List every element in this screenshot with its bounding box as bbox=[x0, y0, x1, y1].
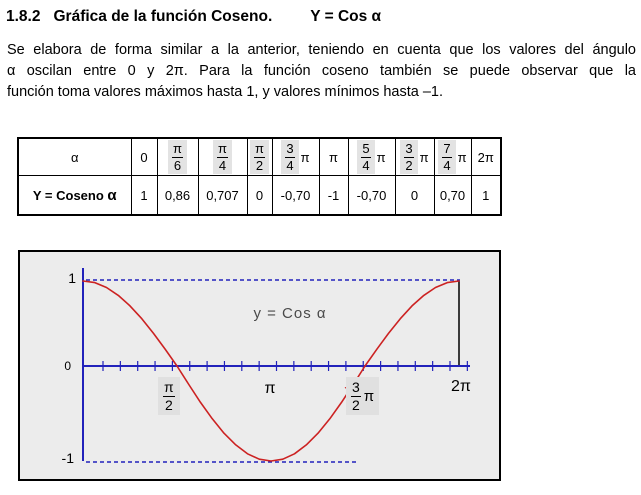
fraction-numerator: 3 bbox=[286, 140, 294, 156]
fraction-denominator: 2 bbox=[255, 157, 264, 173]
value-cell: 0 bbox=[395, 176, 434, 216]
x-axis-label-pi: π bbox=[264, 380, 276, 397]
fraction bbox=[168, 140, 187, 174]
value-cell: 0,707 bbox=[198, 176, 247, 216]
value-cell: 1 bbox=[131, 176, 157, 216]
fraction-denominator: 4 bbox=[218, 157, 227, 173]
row-label-cell bbox=[18, 176, 131, 216]
x-axis-label-pi-over-2 bbox=[158, 377, 180, 415]
section-formula: Y = Cos α bbox=[310, 8, 382, 25]
cosine-graph-panel bbox=[18, 250, 501, 481]
fraction-denominator: 4 bbox=[362, 157, 370, 173]
angle-cell bbox=[198, 138, 247, 176]
value-cell: 0,70 bbox=[434, 176, 471, 216]
fraction-suffix: π bbox=[419, 149, 429, 165]
curve-equation-label: y = Cos α bbox=[253, 305, 327, 322]
pi-over-2-fraction: $\frac{\pi}{2}$ bbox=[158, 377, 180, 415]
section-number: 1.8.2 bbox=[6, 8, 41, 25]
fraction bbox=[250, 140, 269, 174]
table-body bbox=[18, 138, 501, 215]
fraction-numerator: 5 bbox=[362, 140, 370, 156]
alpha-header-cell: α bbox=[18, 138, 131, 176]
angle-cell: π bbox=[319, 138, 348, 176]
angle-cell bbox=[434, 138, 471, 176]
fraction-denominator: 4 bbox=[443, 157, 451, 173]
value-cell: 1 bbox=[471, 176, 501, 216]
fraction-denominator: 4 bbox=[286, 157, 294, 173]
angle-cell bbox=[395, 138, 434, 176]
fraction-numerator: π bbox=[218, 140, 227, 156]
section-title: Gráfica de la función Coseno. bbox=[53, 8, 273, 25]
x-axis-label-2pi: 2π bbox=[451, 378, 471, 395]
row-label-alpha: α bbox=[107, 186, 117, 204]
y-axis-label-min: -1 bbox=[61, 450, 74, 466]
cosine-chart-svg bbox=[20, 252, 499, 479]
y-axis-label-zero: 0 bbox=[64, 359, 71, 373]
value-cell: 0 bbox=[247, 176, 272, 216]
intro-paragraph bbox=[7, 40, 636, 103]
fraction-denominator: 6 bbox=[173, 157, 182, 173]
angle-cell: 0 bbox=[131, 138, 157, 176]
y-axis-label-max: 1 bbox=[68, 270, 76, 286]
fraction-numerator: 3 bbox=[405, 140, 413, 156]
fraction bbox=[438, 140, 455, 174]
fraction bbox=[281, 140, 298, 174]
angle-cell: 2π bbox=[471, 138, 501, 176]
fraction-denominator: 2 bbox=[405, 157, 413, 173]
angle-cell bbox=[272, 138, 319, 176]
paragraph-line: Se elabora de forma similar a la anterior, teniendo en cuenta que los valores del ángulo bbox=[7, 42, 636, 58]
cosine-values-table bbox=[17, 137, 502, 216]
paragraph-line: α oscilan entre 0 y 2π. Para la función coseno también se puede observar que la bbox=[7, 63, 636, 79]
x-axis-label-3pi-over-2 bbox=[346, 377, 379, 415]
row-label-text: Y = Coseno bbox=[32, 187, 108, 203]
fraction-suffix: π bbox=[300, 149, 310, 165]
angle-cell bbox=[247, 138, 272, 176]
cosine-values-table-wrap bbox=[17, 137, 502, 216]
fraction-numerator: π bbox=[173, 140, 182, 156]
fraction-suffix: π bbox=[376, 149, 386, 165]
fraction-numerator: π bbox=[255, 140, 264, 156]
fraction bbox=[357, 140, 374, 174]
fraction-suffix: π bbox=[457, 149, 467, 165]
angle-cell bbox=[348, 138, 395, 176]
fraction-numerator: 7 bbox=[443, 140, 451, 156]
value-cell: -0,70 bbox=[272, 176, 319, 216]
table-row-values bbox=[18, 176, 501, 216]
angle-cell bbox=[157, 138, 198, 176]
fraction bbox=[213, 140, 232, 174]
value-cell: -0,70 bbox=[348, 176, 395, 216]
three-halves-pi-fraction: $\frac{3}{2}$ π bbox=[346, 377, 379, 415]
value-cell: -1 bbox=[319, 176, 348, 216]
table-row-angles bbox=[18, 138, 501, 176]
page-title bbox=[6, 8, 381, 26]
paragraph-line: función toma valores máximos hasta 1, y valores mínimos hasta –1. bbox=[7, 84, 443, 100]
value-cell: 0,86 bbox=[157, 176, 198, 216]
fraction bbox=[400, 140, 417, 174]
